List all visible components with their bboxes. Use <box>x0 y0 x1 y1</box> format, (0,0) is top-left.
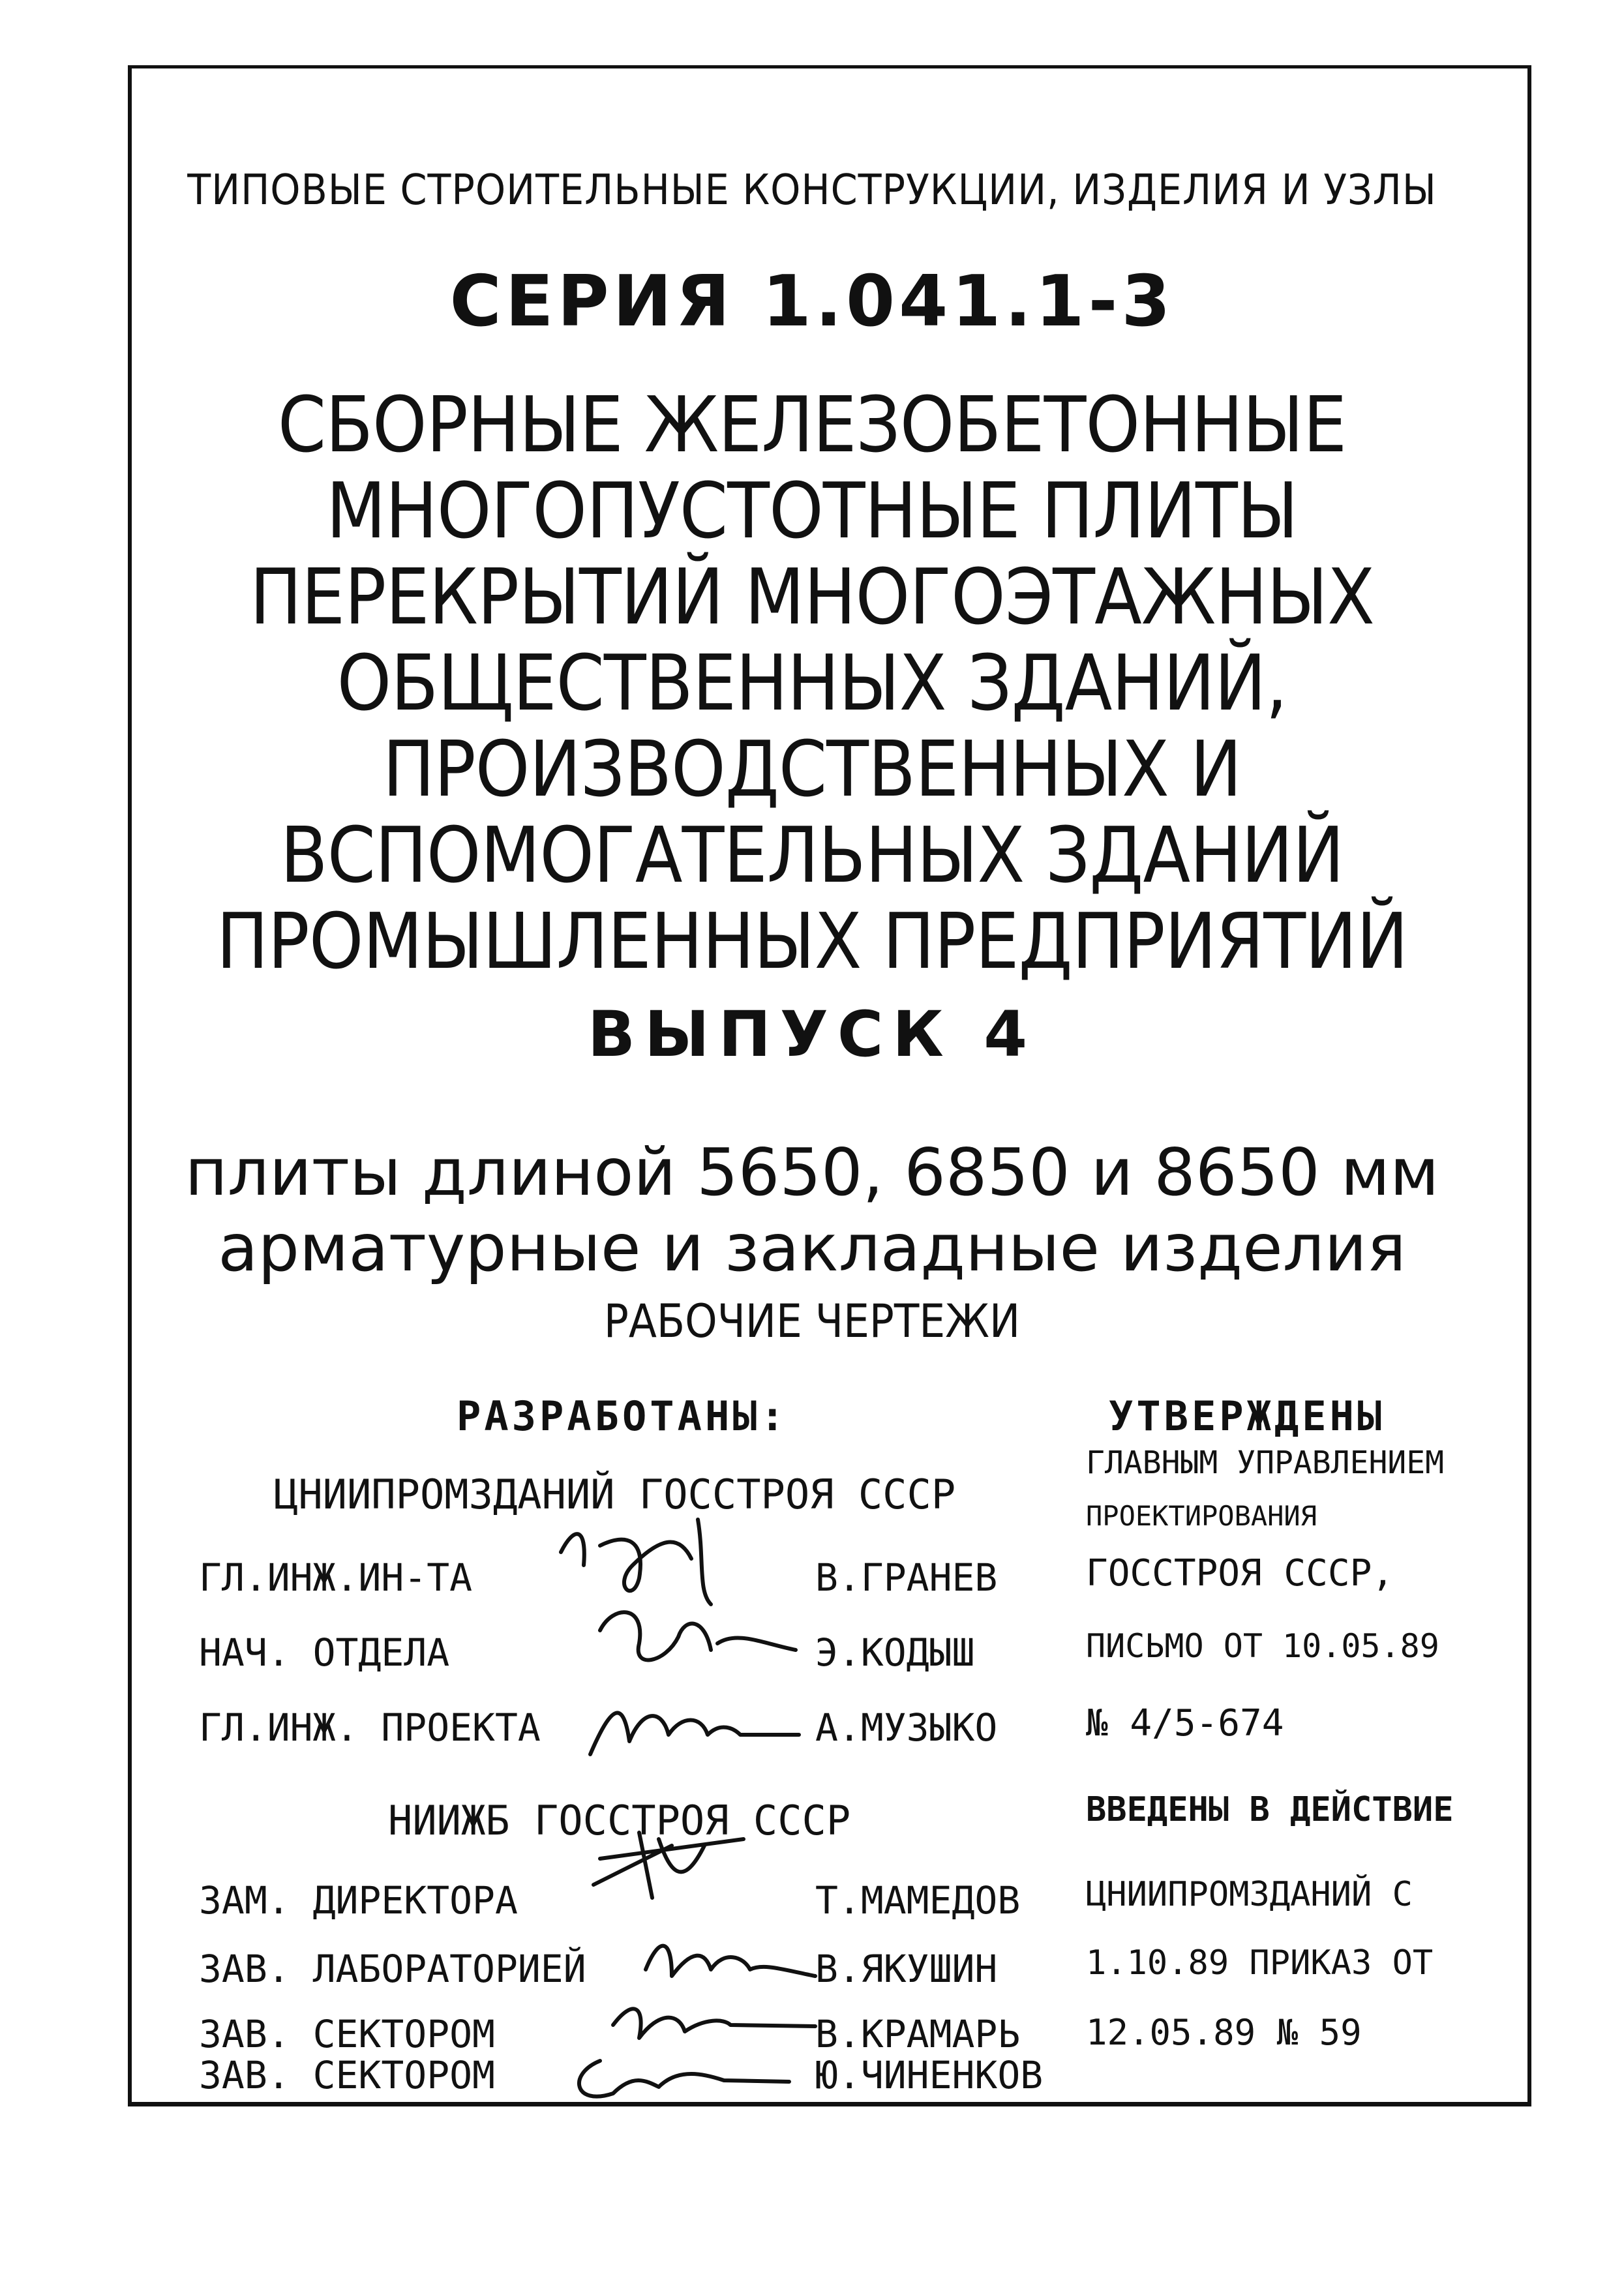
title-line: ПРОИЗВОДСТВЕННЫХ И <box>382 724 1242 814</box>
working-drawings-label: РАБОЧИЕ ЧЕРТЕЖИ <box>603 1295 1021 1348</box>
title-line: МНОГОПУСТОТНЫЕ ПЛИТЫ <box>326 466 1298 556</box>
staff-name: А.МУЗЫКО <box>815 1705 998 1750</box>
title-line: ПЕРЕКРЫТИЙ МНОГОЭТАЖНЫХ <box>250 552 1374 642</box>
contents-description <box>0 1135 1624 1286</box>
approved-heading: УТВЕРЖДЕНЫ <box>1109 1392 1385 1440</box>
title-line: ПРОМЫШЛЕННЫХ ПРЕДПРИЯТИЙ <box>216 896 1408 986</box>
org1-name: ЦНИИПРОМЗДАНИЙ ГОССТРОЯ СССР <box>274 1471 956 1518</box>
contents-line: плиты длиной 5650, 6850 и 8650 мм <box>185 1134 1439 1210</box>
contents-line: арматурные и закладные изделия <box>218 1210 1406 1286</box>
approved-line: № 4/5-674 <box>1086 1702 1284 1745</box>
title-line: ВСПОМОГАТЕЛЬНЫХ ЗДАНИЙ <box>280 810 1344 900</box>
staff-role: НАЧ. ОТДЕЛА <box>199 1630 450 1675</box>
header-subtitle: ТИПОВЫЕ СТРОИТЕЛЬНЫЕ КОНСТРУКЦИИ, ИЗДЕЛИЯ И УЗЛЫ <box>187 166 1437 215</box>
signature-mamedov <box>574 1820 770 1917</box>
developed-heading: РАЗРАБОТАНЫ: <box>457 1392 788 1440</box>
staff-name: Т.МАМЕДОВ <box>815 1878 1021 1923</box>
staff-name: В.ЯКУШИН <box>815 1947 998 1991</box>
enacted-line: ЦНИИПРОМЗДАНИЙ С <box>1086 1875 1413 1914</box>
approved-line: ПРОЕКТИРОВАНИЯ <box>1086 1500 1317 1532</box>
title-line: СБОРНЫЕ ЖЕЛЕЗОБЕТОННЫЕ <box>277 380 1347 470</box>
signature-yakushin <box>633 1924 828 1996</box>
org2-name: НИИЖБ ГОССТРОЯ СССР <box>388 1797 851 1844</box>
approved-line: ГОССТРОЯ СССР, <box>1086 1552 1394 1595</box>
staff-name: Ю.ЧИНЕНКОВ <box>815 2053 1044 2097</box>
staff-role: ГЛ.ИНЖ.ИН-ТА <box>199 1555 473 1600</box>
signature-muzyko <box>577 1683 812 1774</box>
staff-name: В.ГРАНЕВ <box>815 1555 998 1600</box>
approved-line: ГЛАВНЫМ УПРАВЛЕНИЕМ <box>1086 1445 1445 1481</box>
staff-role: ГЛ.ИНЖ. ПРОЕКТА <box>199 1705 541 1750</box>
staff-role: ЗАМ. ДИРЕКТОРА <box>199 1878 518 1923</box>
staff-name: В.КРАМАРЬ <box>815 2012 1021 2056</box>
enacted-heading: ВВЕДЕНЫ В ДЕЙСТВИЕ <box>1086 1790 1454 1829</box>
approved-line: ПИСЬМО ОТ 10.05.89 <box>1086 1627 1439 1665</box>
staff-role: ЗАВ. СЕКТОРОМ <box>199 2053 495 2097</box>
issue-number: ВЫПУСК 4 <box>587 998 1037 1071</box>
enacted-line: 12.05.89 № 59 <box>1086 2012 1362 2053</box>
series-number: СЕРИЯ 1.041.1-3 <box>449 261 1175 342</box>
staff-role: ЗАВ. СЕКТОРОМ <box>199 2012 495 2056</box>
staff-name: Э.КОДЫШ <box>815 1630 975 1675</box>
signature-kodysh <box>587 1591 809 1683</box>
title-line: ОБЩЕСТВЕННЫХ ЗДАНИЙ, <box>337 638 1287 728</box>
staff-role: ЗАВ. ЛАБОРАТОРИЕЙ <box>199 1947 586 1991</box>
enacted-line: 1.10.89 ПРИКАЗ ОТ <box>1086 1943 1434 1983</box>
signature-chinenkov <box>561 2041 796 2113</box>
main-title <box>82 382 1543 984</box>
